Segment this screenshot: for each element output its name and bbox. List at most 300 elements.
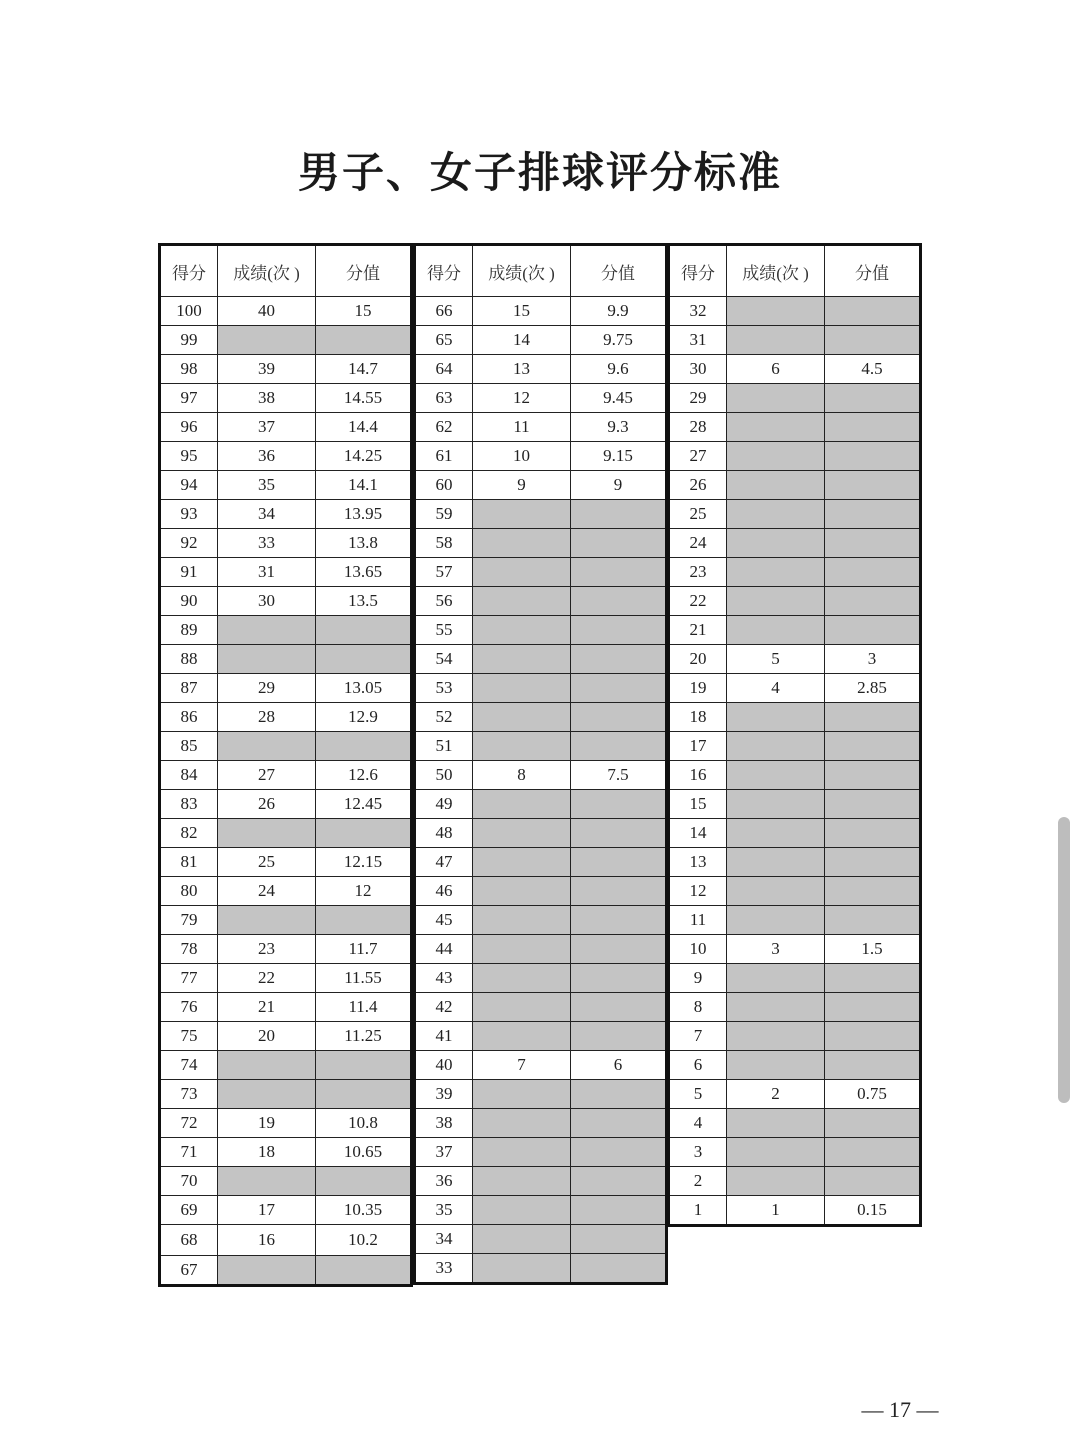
score-cell: 99 xyxy=(160,326,218,355)
empty-cell xyxy=(727,326,825,355)
table-row xyxy=(669,906,921,935)
score-cell: 7 xyxy=(669,1022,727,1051)
empty-cell xyxy=(473,1254,571,1284)
table-row xyxy=(415,1167,667,1196)
score-cell: 71 xyxy=(160,1138,218,1167)
table-row xyxy=(669,674,921,703)
empty-cell xyxy=(571,674,667,703)
table-row xyxy=(669,326,921,355)
table-row xyxy=(160,1196,412,1225)
score-cell: 45 xyxy=(415,906,473,935)
score-cell: 11 xyxy=(669,906,727,935)
result-cell: 11 xyxy=(473,413,571,442)
empty-cell xyxy=(727,413,825,442)
table-row xyxy=(415,355,667,384)
score-cell: 68 xyxy=(160,1225,218,1256)
score-cell: 23 xyxy=(669,558,727,587)
empty-cell xyxy=(218,1167,316,1196)
score-cell: 92 xyxy=(160,529,218,558)
column-header: 得分 xyxy=(160,245,218,297)
empty-cell xyxy=(473,877,571,906)
result-cell: 35 xyxy=(218,471,316,500)
result-cell: 36 xyxy=(218,442,316,471)
score-cell: 1 xyxy=(669,1196,727,1226)
empty-cell xyxy=(825,1022,921,1051)
column-header: 分值 xyxy=(825,245,921,297)
value-cell: 3 xyxy=(825,645,921,674)
result-cell: 27 xyxy=(218,761,316,790)
empty-cell xyxy=(825,500,921,529)
table-row xyxy=(160,471,412,500)
empty-cell xyxy=(316,819,412,848)
score-cell: 39 xyxy=(415,1080,473,1109)
table-row xyxy=(160,1256,412,1286)
empty-cell xyxy=(727,877,825,906)
empty-cell xyxy=(473,790,571,819)
empty-cell xyxy=(571,616,667,645)
score-cell: 46 xyxy=(415,877,473,906)
result-cell: 24 xyxy=(218,877,316,906)
table-row xyxy=(160,442,412,471)
result-cell: 19 xyxy=(218,1109,316,1138)
empty-cell xyxy=(727,993,825,1022)
empty-cell xyxy=(473,1080,571,1109)
empty-cell xyxy=(825,1138,921,1167)
table-row xyxy=(669,355,921,384)
header-row xyxy=(669,245,921,297)
value-cell: 12 xyxy=(316,877,412,906)
result-cell: 10 xyxy=(473,442,571,471)
value-cell: 14.55 xyxy=(316,384,412,413)
empty-cell xyxy=(473,1225,571,1254)
score-cell: 96 xyxy=(160,413,218,442)
score-cell: 15 xyxy=(669,790,727,819)
table-row xyxy=(415,732,667,761)
table-row xyxy=(415,1022,667,1051)
empty-cell xyxy=(825,1109,921,1138)
table-row xyxy=(415,935,667,964)
empty-cell xyxy=(825,964,921,993)
result-cell: 40 xyxy=(218,297,316,326)
score-cell: 62 xyxy=(415,413,473,442)
score-cell: 89 xyxy=(160,616,218,645)
empty-cell xyxy=(571,848,667,877)
table-row xyxy=(669,558,921,587)
empty-cell xyxy=(727,848,825,877)
empty-cell xyxy=(316,906,412,935)
result-cell: 18 xyxy=(218,1138,316,1167)
table-row xyxy=(160,964,412,993)
table-row xyxy=(415,616,667,645)
value-cell: 13.05 xyxy=(316,674,412,703)
empty-cell xyxy=(316,616,412,645)
empty-cell xyxy=(571,587,667,616)
value-cell: 14.1 xyxy=(316,471,412,500)
table-row xyxy=(415,993,667,1022)
table-row xyxy=(415,848,667,877)
empty-cell xyxy=(473,645,571,674)
score-cell: 65 xyxy=(415,326,473,355)
empty-cell xyxy=(218,1080,316,1109)
result-cell: 23 xyxy=(218,935,316,964)
score-cell: 78 xyxy=(160,935,218,964)
table-row xyxy=(669,413,921,442)
empty-cell xyxy=(727,703,825,732)
table-row xyxy=(669,877,921,906)
score-cell: 10 xyxy=(669,935,727,964)
empty-cell xyxy=(571,703,667,732)
empty-cell xyxy=(727,297,825,326)
value-cell: 7.5 xyxy=(571,761,667,790)
table-row xyxy=(160,993,412,1022)
empty-cell xyxy=(473,964,571,993)
table-row xyxy=(160,558,412,587)
table-row xyxy=(160,326,412,355)
table-row xyxy=(669,442,921,471)
table-row xyxy=(669,384,921,413)
value-cell: 10.65 xyxy=(316,1138,412,1167)
table-row xyxy=(415,1254,667,1284)
table-row xyxy=(415,1196,667,1225)
table-row xyxy=(160,703,412,732)
column-header: 成绩(次 ) xyxy=(727,245,825,297)
empty-cell xyxy=(825,587,921,616)
score-cell: 82 xyxy=(160,819,218,848)
empty-cell xyxy=(571,1225,667,1254)
empty-cell xyxy=(473,616,571,645)
empty-cell xyxy=(571,558,667,587)
table-row xyxy=(669,1138,921,1167)
empty-cell xyxy=(316,1167,412,1196)
score-cell: 57 xyxy=(415,558,473,587)
empty-cell xyxy=(571,993,667,1022)
value-cell: 4.5 xyxy=(825,355,921,384)
score-cell: 34 xyxy=(415,1225,473,1254)
score-cell: 50 xyxy=(415,761,473,790)
empty-cell xyxy=(473,1138,571,1167)
table-row xyxy=(415,297,667,326)
result-cell: 8 xyxy=(473,761,571,790)
table-row xyxy=(160,1138,412,1167)
table-row xyxy=(669,1022,921,1051)
table-row xyxy=(669,819,921,848)
result-cell: 16 xyxy=(218,1225,316,1256)
score-cell: 98 xyxy=(160,355,218,384)
score-cell: 29 xyxy=(669,384,727,413)
result-cell: 38 xyxy=(218,384,316,413)
empty-cell xyxy=(571,732,667,761)
table-row xyxy=(160,297,412,326)
score-cell: 87 xyxy=(160,674,218,703)
table-row xyxy=(160,848,412,877)
score-cell: 55 xyxy=(415,616,473,645)
score-cell: 21 xyxy=(669,616,727,645)
value-cell: 13.65 xyxy=(316,558,412,587)
score-cell: 60 xyxy=(415,471,473,500)
value-cell: 9 xyxy=(571,471,667,500)
table-row xyxy=(415,674,667,703)
table-row xyxy=(160,877,412,906)
empty-cell xyxy=(727,500,825,529)
table-row xyxy=(669,993,921,1022)
score-cell: 54 xyxy=(415,645,473,674)
table-row xyxy=(415,529,667,558)
score-cell: 38 xyxy=(415,1109,473,1138)
empty-cell xyxy=(825,761,921,790)
empty-cell xyxy=(571,1109,667,1138)
score-cell: 9 xyxy=(669,964,727,993)
table-row xyxy=(669,1051,921,1080)
table-row xyxy=(415,326,667,355)
score-cell: 86 xyxy=(160,703,218,732)
empty-cell xyxy=(825,1167,921,1196)
value-cell: 9.75 xyxy=(571,326,667,355)
value-cell: 10.2 xyxy=(316,1225,412,1256)
score-cell: 19 xyxy=(669,674,727,703)
score-cell: 91 xyxy=(160,558,218,587)
value-cell: 6 xyxy=(571,1051,667,1080)
table-row xyxy=(160,645,412,674)
empty-cell xyxy=(825,993,921,1022)
empty-cell xyxy=(727,1138,825,1167)
score-cell: 44 xyxy=(415,935,473,964)
result-cell: 17 xyxy=(218,1196,316,1225)
empty-cell xyxy=(473,500,571,529)
empty-cell xyxy=(825,297,921,326)
empty-cell xyxy=(825,848,921,877)
score-cell: 76 xyxy=(160,993,218,1022)
value-cell: 13.95 xyxy=(316,500,412,529)
score-cell: 79 xyxy=(160,906,218,935)
score-cell: 69 xyxy=(160,1196,218,1225)
table-row xyxy=(415,703,667,732)
empty-cell xyxy=(218,645,316,674)
table-row xyxy=(669,297,921,326)
empty-cell xyxy=(473,848,571,877)
result-cell: 5 xyxy=(727,645,825,674)
table-row xyxy=(415,413,667,442)
score-table-1 xyxy=(158,243,413,1287)
score-cell: 88 xyxy=(160,645,218,674)
empty-cell xyxy=(218,616,316,645)
score-cell: 42 xyxy=(415,993,473,1022)
empty-cell xyxy=(825,413,921,442)
empty-cell xyxy=(316,732,412,761)
score-cell: 5 xyxy=(669,1080,727,1109)
table-row xyxy=(669,471,921,500)
table-row xyxy=(415,587,667,616)
empty-cell xyxy=(727,761,825,790)
empty-cell xyxy=(571,1138,667,1167)
table-row xyxy=(669,703,921,732)
table-row xyxy=(160,1051,412,1080)
table-row xyxy=(415,645,667,674)
value-cell: 0.75 xyxy=(825,1080,921,1109)
score-cell: 66 xyxy=(415,297,473,326)
score-cell: 72 xyxy=(160,1109,218,1138)
empty-cell xyxy=(727,471,825,500)
score-cell: 6 xyxy=(669,1051,727,1080)
result-cell: 15 xyxy=(473,297,571,326)
table-row xyxy=(160,906,412,935)
empty-cell xyxy=(825,384,921,413)
empty-cell xyxy=(727,558,825,587)
score-cell: 85 xyxy=(160,732,218,761)
score-cell: 12 xyxy=(669,877,727,906)
score-cell: 8 xyxy=(669,993,727,1022)
value-cell: 12.45 xyxy=(316,790,412,819)
table-row xyxy=(669,761,921,790)
value-cell: 11.25 xyxy=(316,1022,412,1051)
column-header: 成绩(次 ) xyxy=(218,245,316,297)
score-cell: 93 xyxy=(160,500,218,529)
empty-cell xyxy=(727,819,825,848)
vertical-scrollbar[interactable] xyxy=(1058,817,1070,1103)
score-cell: 24 xyxy=(669,529,727,558)
table-row xyxy=(160,790,412,819)
empty-cell xyxy=(316,1051,412,1080)
empty-cell xyxy=(473,993,571,1022)
empty-cell xyxy=(571,877,667,906)
result-cell: 4 xyxy=(727,674,825,703)
score-cell: 14 xyxy=(669,819,727,848)
empty-cell xyxy=(727,384,825,413)
table-row xyxy=(415,1225,667,1254)
value-cell: 15 xyxy=(316,297,412,326)
score-cell: 4 xyxy=(669,1109,727,1138)
score-cell: 41 xyxy=(415,1022,473,1051)
empty-cell xyxy=(825,877,921,906)
empty-cell xyxy=(218,1051,316,1080)
result-cell: 25 xyxy=(218,848,316,877)
score-cell: 43 xyxy=(415,964,473,993)
value-cell: 0.15 xyxy=(825,1196,921,1226)
result-cell: 30 xyxy=(218,587,316,616)
result-cell: 7 xyxy=(473,1051,571,1080)
score-cell: 36 xyxy=(415,1167,473,1196)
empty-cell xyxy=(218,1256,316,1286)
result-cell: 29 xyxy=(218,674,316,703)
table-row xyxy=(415,1138,667,1167)
empty-cell xyxy=(571,790,667,819)
score-cell: 32 xyxy=(669,297,727,326)
empty-cell xyxy=(825,442,921,471)
empty-cell xyxy=(727,587,825,616)
empty-cell xyxy=(727,1022,825,1051)
result-cell: 22 xyxy=(218,964,316,993)
table-row xyxy=(415,819,667,848)
score-cell: 27 xyxy=(669,442,727,471)
table-row xyxy=(669,500,921,529)
empty-cell xyxy=(825,906,921,935)
score-cell: 80 xyxy=(160,877,218,906)
score-cell: 16 xyxy=(669,761,727,790)
score-cell: 47 xyxy=(415,848,473,877)
value-cell: 9.3 xyxy=(571,413,667,442)
empty-cell xyxy=(825,732,921,761)
empty-cell xyxy=(825,790,921,819)
empty-cell xyxy=(571,819,667,848)
table-row xyxy=(415,442,667,471)
score-cell: 52 xyxy=(415,703,473,732)
table-row xyxy=(669,848,921,877)
table-row xyxy=(669,616,921,645)
result-cell: 31 xyxy=(218,558,316,587)
empty-cell xyxy=(473,732,571,761)
empty-cell xyxy=(825,471,921,500)
score-cell: 74 xyxy=(160,1051,218,1080)
score-cell: 90 xyxy=(160,587,218,616)
score-cell: 84 xyxy=(160,761,218,790)
value-cell: 9.15 xyxy=(571,442,667,471)
empty-cell xyxy=(218,326,316,355)
empty-cell xyxy=(571,645,667,674)
empty-cell xyxy=(727,616,825,645)
empty-cell xyxy=(473,819,571,848)
table-row xyxy=(415,500,667,529)
empty-cell xyxy=(473,935,571,964)
empty-cell xyxy=(571,500,667,529)
table-row xyxy=(669,1109,921,1138)
table-row xyxy=(669,645,921,674)
table-row xyxy=(415,906,667,935)
table-row xyxy=(160,1080,412,1109)
empty-cell xyxy=(473,674,571,703)
score-cell: 20 xyxy=(669,645,727,674)
table-row xyxy=(669,790,921,819)
result-cell: 6 xyxy=(727,355,825,384)
empty-cell xyxy=(825,529,921,558)
score-cell: 28 xyxy=(669,413,727,442)
table-row xyxy=(160,529,412,558)
empty-cell xyxy=(218,906,316,935)
table-row xyxy=(160,935,412,964)
column-header: 分值 xyxy=(571,245,667,297)
score-cell: 25 xyxy=(669,500,727,529)
table-row xyxy=(669,1196,921,1226)
score-cell: 64 xyxy=(415,355,473,384)
value-cell: 1.5 xyxy=(825,935,921,964)
score-cell: 56 xyxy=(415,587,473,616)
score-cell: 97 xyxy=(160,384,218,413)
table-row xyxy=(160,819,412,848)
result-cell: 2 xyxy=(727,1080,825,1109)
empty-cell xyxy=(473,529,571,558)
empty-cell xyxy=(825,703,921,732)
score-table-3 xyxy=(667,243,922,1227)
score-cell: 67 xyxy=(160,1256,218,1286)
table-row xyxy=(160,674,412,703)
value-cell: 9.45 xyxy=(571,384,667,413)
empty-cell xyxy=(473,703,571,732)
table-row xyxy=(160,413,412,442)
empty-cell xyxy=(316,645,412,674)
empty-cell xyxy=(727,964,825,993)
empty-cell xyxy=(571,529,667,558)
table-row xyxy=(669,529,921,558)
table-row xyxy=(160,1022,412,1051)
page-number: — 17 — xyxy=(861,1397,939,1422)
header-row xyxy=(160,245,412,297)
result-cell: 20 xyxy=(218,1022,316,1051)
table-row xyxy=(415,558,667,587)
table-row xyxy=(160,761,412,790)
column-header: 得分 xyxy=(669,245,727,297)
value-cell: 12.6 xyxy=(316,761,412,790)
score-cell: 70 xyxy=(160,1167,218,1196)
score-cell: 48 xyxy=(415,819,473,848)
empty-cell xyxy=(825,616,921,645)
